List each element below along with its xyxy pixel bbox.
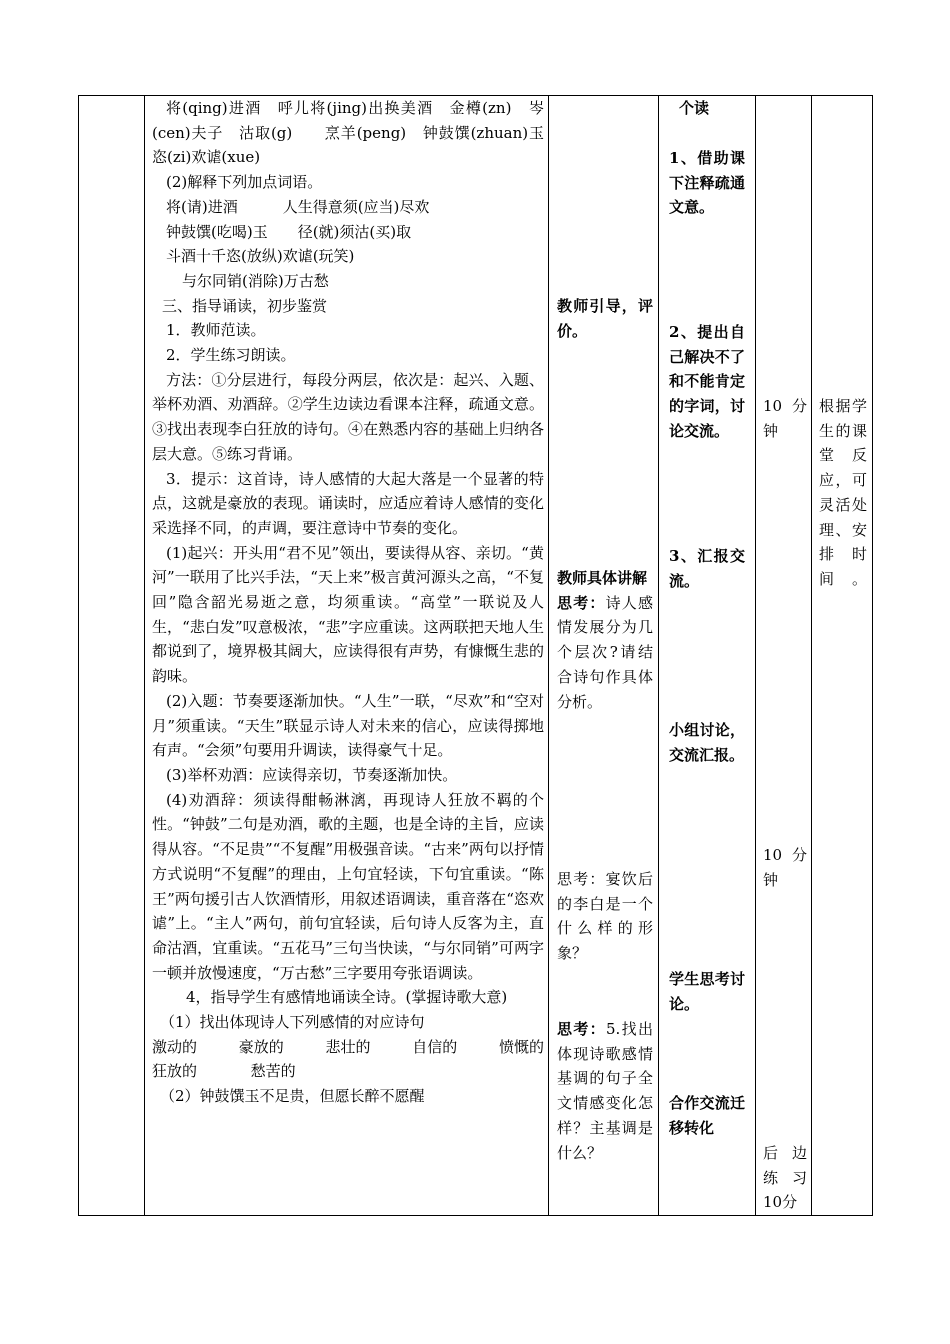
column-divider	[658, 96, 659, 1215]
student-activity: 3、汇报交流。	[669, 547, 745, 590]
teacher-guide: 教师引导，评价。	[557, 297, 653, 340]
student-activity: 个读	[679, 99, 710, 117]
think-text: 诗人感情发展分为几个层次?请结合诗句作具体分析。	[557, 593, 653, 711]
main-content-cell	[152, 96, 544, 1109]
lesson-plan-table	[78, 95, 873, 1216]
teacher-explain	[557, 566, 653, 714]
content-line: （2）钟鼓馔玉不足贵，但愿长醉不愿醒	[160, 1087, 425, 1106]
content-paragraph: (1)起兴：开头用“君不见”领出，要读得从容、亲切。“黄河”一联用了比兴手法，“天上来”极言黄河源头之高，“不复回”隐含韶光易逝之意，均须重读。“高堂”一联说及人生，“悲白发”叹意极浓，“悲”字应重读。这两联把天地人生都说到了，境界极其阔大，应读得很有声势，有慷慨生悲的韵味。	[152, 543, 544, 686]
emotion-word: 悲壮的	[325, 1037, 371, 1056]
think-label: 思考：	[557, 1020, 607, 1038]
content-line: 1．教师范读。	[166, 321, 266, 340]
content-paragraph: 方法：①分层进行，每段分两层，依次是：起兴、入题、举杯劝酒、劝酒辞。②学生边读边看课本注释，疏通文意。③找出表现李白狂放的诗句。④在熟悉内容的基础上归纳各层大意。⑤练习背诵。	[152, 370, 544, 463]
content-line: （1）找出体现诗人下列感情的对应诗句	[160, 1013, 425, 1032]
column-divider	[811, 96, 812, 1215]
content-line: 与尔同销(消除)万古愁	[182, 271, 329, 290]
column-divider	[755, 96, 756, 1215]
student-activity: 学生思考讨论。	[669, 970, 745, 1013]
emotion-word: 豪放的	[238, 1037, 284, 1056]
content-line: (cen)夫子 沽取(g) 烹羊(peng) 钟鼓馔(zhuan)玉	[152, 123, 544, 142]
think-text: 5.找出体现诗歌感情基调的句子全文情感变化怎样？主基调是什么？	[557, 1020, 653, 1162]
emotion-word: 激动的	[152, 1037, 198, 1056]
emotion-list	[152, 1035, 544, 1060]
emotion-word: 自信的	[412, 1037, 458, 1056]
content-line: 钟鼓馔(吃喝)玉 径(就)须沽(买)取	[166, 222, 412, 241]
time-allocation: 10分钟	[763, 846, 807, 889]
emotion-word: 愤慨的	[498, 1037, 544, 1056]
content-line: 恣(zi)欢谑(xue)	[152, 148, 261, 167]
content-paragraph: 3．提示：这首诗，诗人感情的大起大落是一个显著的特点，这就是豪放的表现。诵读时，应适应着诗人感情的变化采选择不同，的声调，要注意诗中节奏的变化。	[152, 469, 544, 537]
student-activity: 2、提出自己解决不了和不能肯定的字词，讨论交流。	[669, 323, 745, 440]
think-question	[557, 1017, 653, 1165]
emotion-list	[152, 1059, 544, 1084]
time-allocation: 10分钟	[763, 397, 807, 440]
content-line: 2．学生练习朗读。	[166, 346, 296, 365]
content-line: 斗酒十千恣(放纵)欢谑(玩笑)	[166, 247, 355, 266]
teacher-explain-label: 教师具体讲解	[557, 569, 648, 587]
content-line: 4，指导学生有感情地诵读全诗。(掌握诗歌大意)	[186, 988, 508, 1007]
content-line: 将(请)进酒 人生得意须(应当)尽欢	[166, 197, 430, 216]
content-paragraph: (4)劝酒辞：须读得酣畅淋漓，再现诗人狂放不羁的个性。“钟鼓”二句是劝酒，歌的主题，也是全诗的主旨，应读得从容。“不足贵”“不复醒”用极强音读。“古来”两句以抒情方式说明“不复醒”的理由，上句宜轻读，下句宜重读。“陈王”两句援引古人饮酒情形，用叙述语调读，重音落在“恣欢谑”上。“主人”两句，前句宜轻读，后句诗人反客为主，直命沽酒，宜重读。“五花马”三句当快读，“与尔同销”可两字一顿并放慢速度，“万古愁”三字要用夸张语调读。	[152, 790, 544, 982]
content-paragraph: (2)入题：节奏要逐渐加快。“人生”一联，“尽欢”和“空对月”须重读。“天生”联显示诗人对未来的信心，应读得掷地有声。“会须”句要用升调读，读得豪气十足。	[152, 691, 544, 760]
student-activity: 合作交流迁移转化	[669, 1094, 745, 1137]
content-line: (2)解释下列加点词语。	[166, 173, 323, 192]
emotion-word: 狂放的	[152, 1062, 198, 1081]
emotion-word: 愁苦的	[250, 1062, 296, 1081]
student-activity: 1、借助课下注释疏通文意。	[669, 149, 745, 217]
student-activity: 小组讨论，交流汇报。	[669, 721, 745, 764]
think-question: 思考：宴饮后的李白是一个什么样的形象？	[557, 870, 653, 963]
column-divider	[548, 96, 549, 1215]
section-heading: 三、指导诵读，初步鉴赏	[162, 296, 328, 315]
think-label: 思考：	[557, 593, 606, 612]
column-divider	[144, 96, 145, 1215]
content-paragraph: (3)举杯劝酒：应读得亲切，节奏逐渐加快。	[166, 765, 458, 784]
content-line: 将(qing)进酒 呼儿将(jing)出换美酒 金樽(zn) 岑	[166, 99, 544, 117]
teaching-note: 根据学生的课堂反应，可灵活处理、安排时间。	[819, 397, 867, 588]
time-allocation: 后边练习10分	[763, 1144, 807, 1212]
